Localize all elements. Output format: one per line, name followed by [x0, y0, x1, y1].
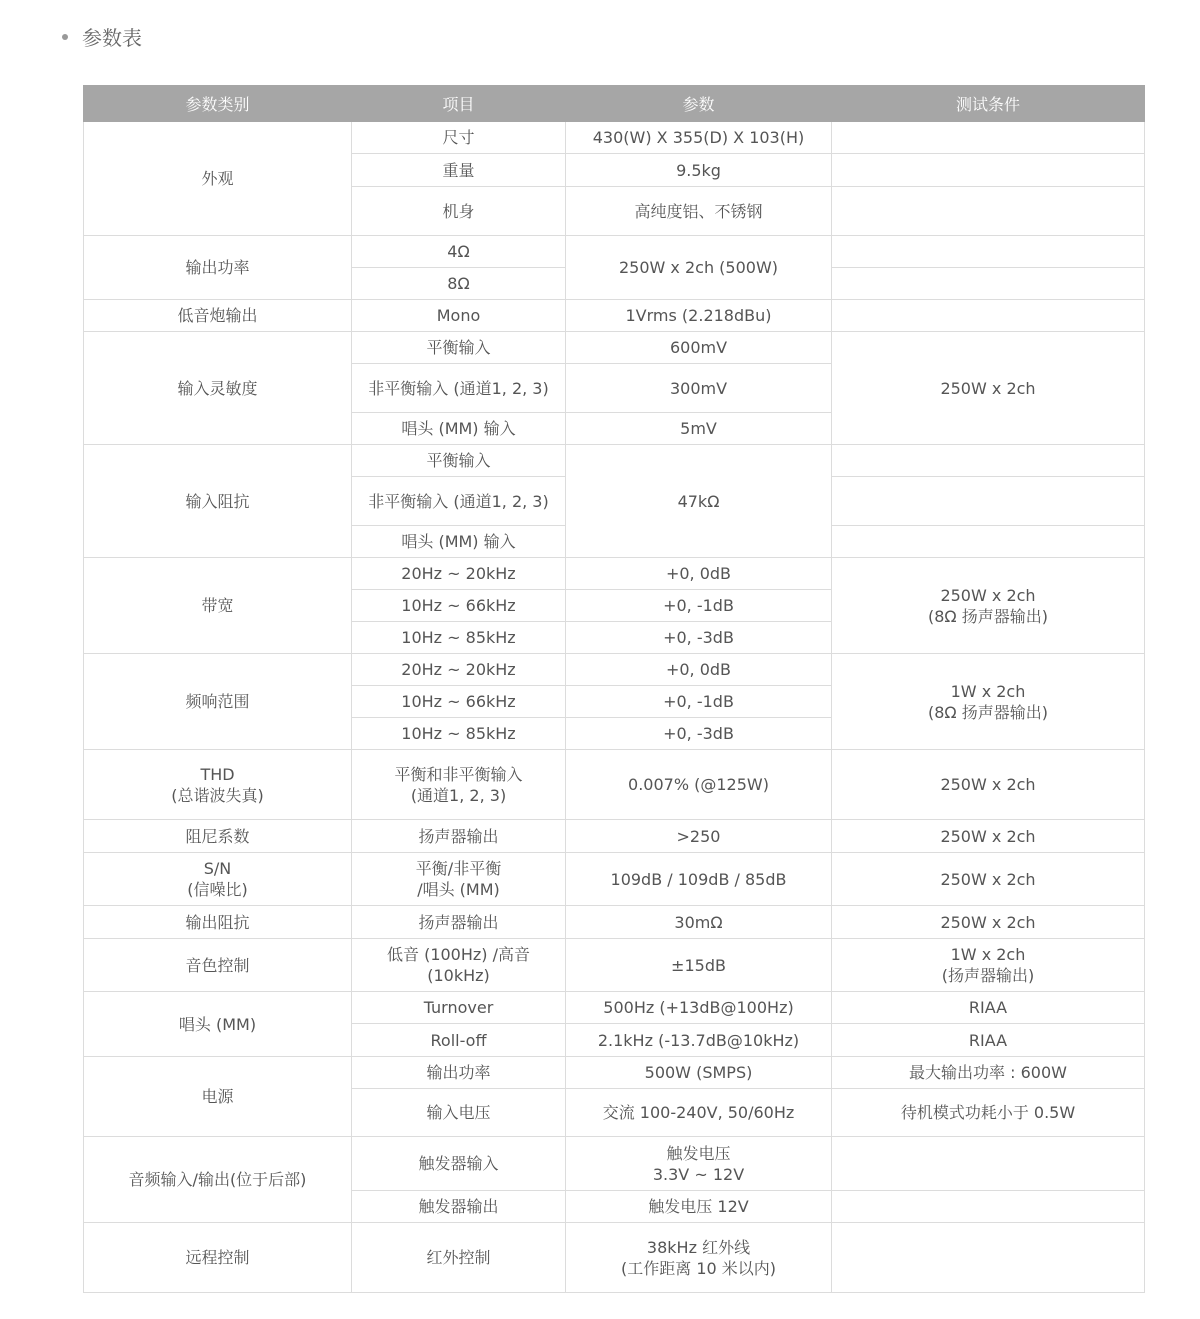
- header-condition: 测试条件: [832, 86, 1145, 122]
- item-cell: 非平衡输入 (通道1, 2, 3): [352, 364, 566, 413]
- value-cell: 47kΩ: [566, 445, 832, 558]
- value-cell: 5mV: [566, 413, 832, 445]
- category-cell: 外观: [84, 122, 352, 236]
- value-cell: 38kHz 红外线 (工作距离 10 米以内): [566, 1223, 832, 1293]
- value-cell: 500W (SMPS): [566, 1057, 832, 1089]
- category-cell: 电源: [84, 1057, 352, 1137]
- value-cell: 430(W) X 355(D) X 103(H): [566, 122, 832, 154]
- table-row: [84, 853, 1145, 906]
- value-cell: 30mΩ: [566, 906, 832, 939]
- item-cell: 平衡/非平衡 /唱头 (MM): [352, 853, 566, 906]
- value-cell: 9.5kg: [566, 154, 832, 187]
- value-cell: >250: [566, 820, 832, 853]
- condition-cell: 250W x 2ch: [832, 853, 1145, 906]
- condition-cell: [832, 187, 1145, 236]
- item-cell: 10Hz ~ 85kHz: [352, 718, 566, 750]
- value-cell: 2.1kHz (-13.7dB@10kHz): [566, 1024, 832, 1057]
- item-cell: 平衡输入: [352, 332, 566, 364]
- item-cell: 20Hz ~ 20kHz: [352, 558, 566, 590]
- item-cell: 平衡和非平衡输入 (通道1, 2, 3): [352, 750, 566, 820]
- category-cell: 低音炮输出: [84, 300, 352, 332]
- condition-cell: [832, 1137, 1145, 1191]
- header-parameter: 参数: [566, 86, 832, 122]
- value-cell: +0, -1dB: [566, 686, 832, 718]
- category-cell: 音色控制: [84, 939, 352, 992]
- value-cell: 250W x 2ch (500W): [566, 236, 832, 300]
- category-cell: S/N (信噪比): [84, 853, 352, 906]
- table-row: [84, 1057, 1145, 1089]
- condition-cell: [832, 268, 1145, 300]
- item-cell: 20Hz ~ 20kHz: [352, 654, 566, 686]
- condition-cell: 250W x 2ch: [832, 820, 1145, 853]
- value-cell: +0, 0dB: [566, 558, 832, 590]
- value-cell: 高纯度铝、不锈钢: [566, 187, 832, 236]
- table-header-row: [84, 86, 1145, 122]
- item-cell: 重量: [352, 154, 566, 187]
- condition-cell: 最大输出功率 : 600W: [832, 1057, 1145, 1089]
- value-cell: 600mV: [566, 332, 832, 364]
- item-cell: Mono: [352, 300, 566, 332]
- item-cell: 非平衡输入 (通道1, 2, 3): [352, 477, 566, 526]
- category-cell: 输出功率: [84, 236, 352, 300]
- table-row: [84, 558, 1145, 590]
- item-cell: Roll-off: [352, 1024, 566, 1057]
- value-cell: 触发电压 3.3V ~ 12V: [566, 1137, 832, 1191]
- value-cell: +0, 0dB: [566, 654, 832, 686]
- condition-cell: [832, 477, 1145, 526]
- condition-cell: [832, 1223, 1145, 1293]
- condition-cell: 250W x 2ch: [832, 906, 1145, 939]
- condition-cell: 250W x 2ch: [832, 332, 1145, 445]
- category-cell: 唱头 (MM): [84, 992, 352, 1057]
- category-cell: 远程控制: [84, 1223, 352, 1293]
- table-row: [84, 820, 1145, 853]
- header-item: 项目: [352, 86, 566, 122]
- condition-cell: [832, 445, 1145, 477]
- item-cell: 10Hz ~ 85kHz: [352, 622, 566, 654]
- spec-table-wrapper: [83, 85, 1144, 1293]
- item-cell: 机身: [352, 187, 566, 236]
- item-cell: 唱头 (MM) 输入: [352, 413, 566, 445]
- condition-cell: 250W x 2ch: [832, 750, 1145, 820]
- value-cell: 109dB / 109dB / 85dB: [566, 853, 832, 906]
- condition-cell: 1W x 2ch (扬声器输出): [832, 939, 1145, 992]
- value-cell: +0, -3dB: [566, 718, 832, 750]
- value-cell: ±15dB: [566, 939, 832, 992]
- bullet-icon: [62, 34, 68, 40]
- item-cell: 扬声器输出: [352, 906, 566, 939]
- category-cell: 带宽: [84, 558, 352, 654]
- table-row: [84, 236, 1145, 268]
- condition-cell: 1W x 2ch (8Ω 扬声器输出): [832, 654, 1145, 750]
- value-cell: +0, -3dB: [566, 622, 832, 654]
- condition-cell: [832, 154, 1145, 187]
- item-cell: 输出功率: [352, 1057, 566, 1089]
- value-cell: 500Hz (+13dB@100Hz): [566, 992, 832, 1024]
- table-row: [84, 300, 1145, 332]
- item-cell: 输入电压: [352, 1089, 566, 1137]
- condition-cell: 待机模式功耗小于 0.5W: [832, 1089, 1145, 1137]
- table-row: [84, 1223, 1145, 1293]
- spec-table: [83, 85, 1145, 1293]
- table-row: [84, 332, 1145, 364]
- category-cell: 阻尼系数: [84, 820, 352, 853]
- item-cell: 红外控制: [352, 1223, 566, 1293]
- condition-cell: [832, 300, 1145, 332]
- section-heading: [62, 22, 142, 51]
- item-cell: 低音 (100Hz) /高音 (10kHz): [352, 939, 566, 992]
- condition-cell: 250W x 2ch (8Ω 扬声器输出): [832, 558, 1145, 654]
- value-cell: 0.007% (@125W): [566, 750, 832, 820]
- item-cell: Turnover: [352, 992, 566, 1024]
- value-cell: 触发电压 12V: [566, 1191, 832, 1223]
- item-cell: 扬声器输出: [352, 820, 566, 853]
- category-cell: 输出阻抗: [84, 906, 352, 939]
- value-cell: 1Vrms (2.218dBu): [566, 300, 832, 332]
- condition-cell: RIAA: [832, 1024, 1145, 1057]
- category-cell: 输入阻抗: [84, 445, 352, 558]
- item-cell: 平衡输入: [352, 445, 566, 477]
- table-row: [84, 122, 1145, 154]
- item-cell: 唱头 (MM) 输入: [352, 526, 566, 558]
- item-cell: 4Ω: [352, 236, 566, 268]
- table-row: [84, 1137, 1145, 1191]
- condition-cell: [832, 236, 1145, 268]
- value-cell: +0, -1dB: [566, 590, 832, 622]
- item-cell: 触发器输入: [352, 1137, 566, 1191]
- item-cell: 10Hz ~ 66kHz: [352, 590, 566, 622]
- table-row: [84, 939, 1145, 992]
- category-cell: 音频输入/输出(位于后部): [84, 1137, 352, 1223]
- category-cell: 频响范围: [84, 654, 352, 750]
- category-cell: THD (总谐波失真): [84, 750, 352, 820]
- table-row: [84, 906, 1145, 939]
- table-row: [84, 992, 1145, 1024]
- header-category: 参数类别: [84, 86, 352, 122]
- condition-cell: [832, 122, 1145, 154]
- condition-cell: [832, 526, 1145, 558]
- heading-label: 参数表: [82, 26, 142, 50]
- table-row: [84, 654, 1145, 686]
- item-cell: 8Ω: [352, 268, 566, 300]
- condition-cell: [832, 1191, 1145, 1223]
- value-cell: 交流 100-240V, 50/60Hz: [566, 1089, 832, 1137]
- item-cell: 10Hz ~ 66kHz: [352, 686, 566, 718]
- value-cell: 300mV: [566, 364, 832, 413]
- item-cell: 触发器输出: [352, 1191, 566, 1223]
- item-cell: 尺寸: [352, 122, 566, 154]
- table-row: [84, 750, 1145, 820]
- table-row: [84, 445, 1145, 477]
- category-cell: 输入灵敏度: [84, 332, 352, 445]
- condition-cell: RIAA: [832, 992, 1145, 1024]
